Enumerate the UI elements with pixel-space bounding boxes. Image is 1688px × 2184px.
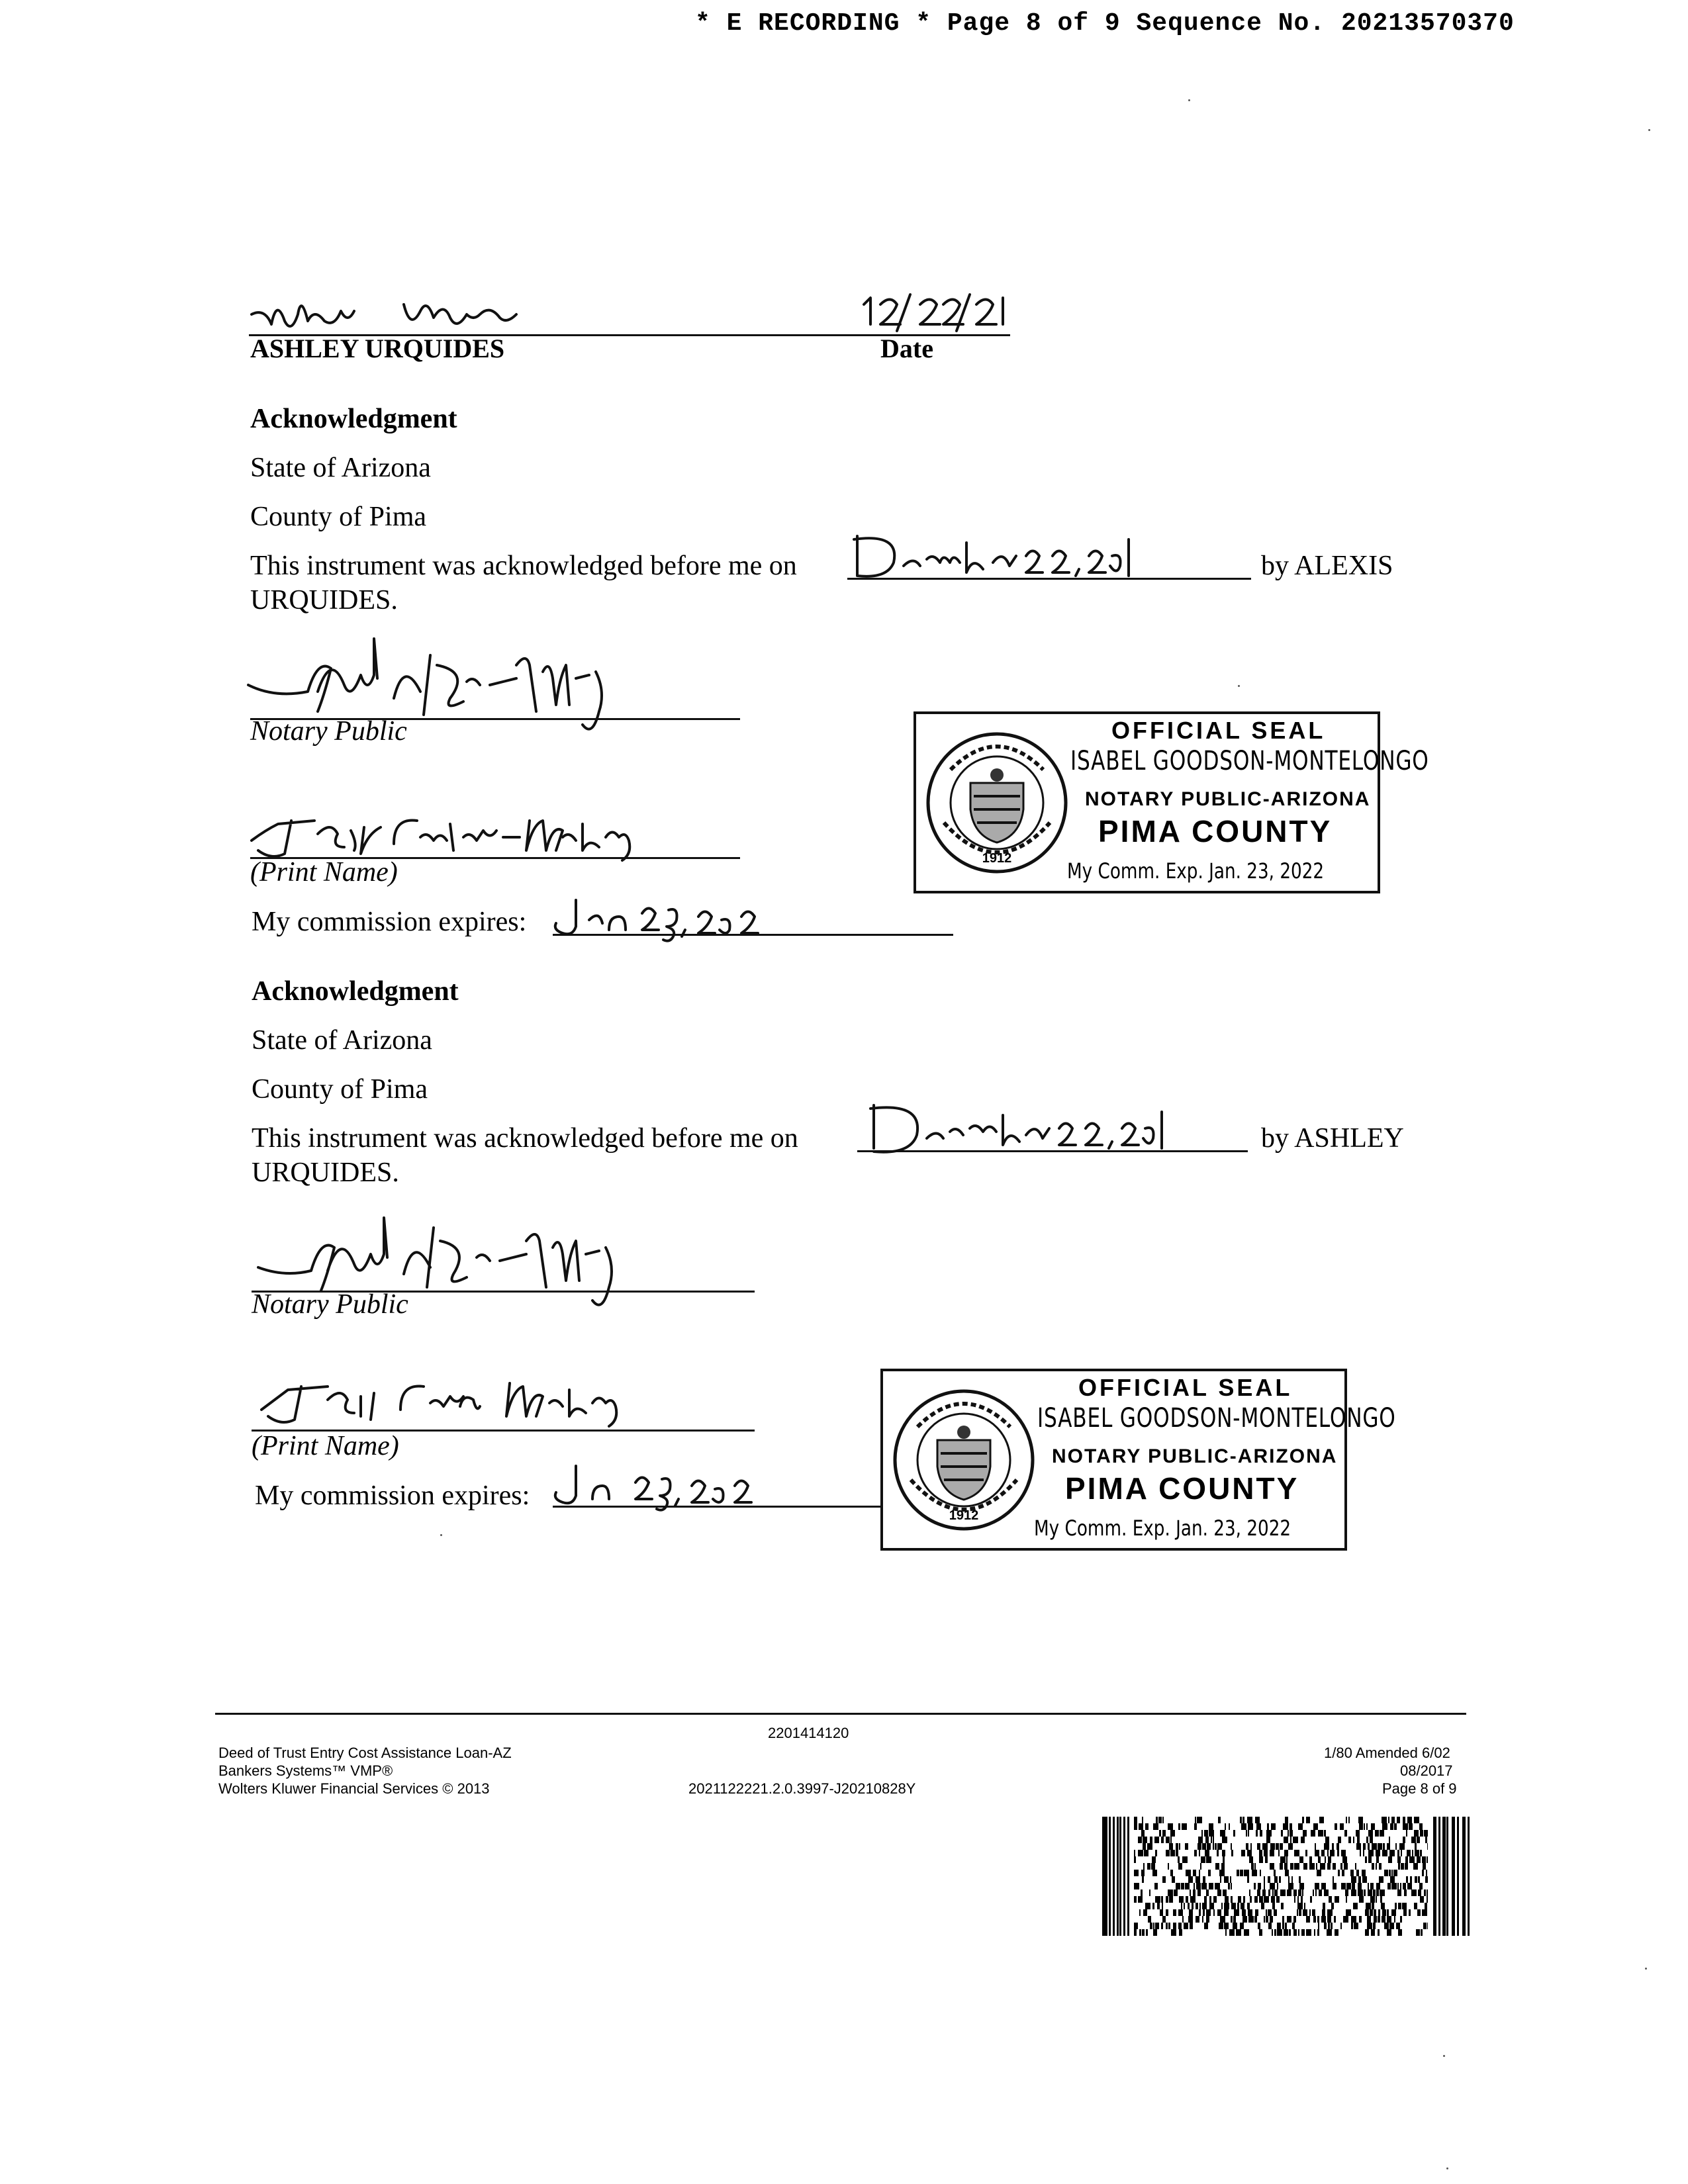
ack2-date-handwritten (861, 1099, 1172, 1158)
scan-speck (1188, 99, 1190, 101)
recording-header: * E RECORDING * Page 8 of 9 Sequence No. 20213570370 (695, 9, 1515, 38)
seal2-role: NOTARY PUBLIC-ARIZONA (1052, 1445, 1338, 1467)
ack1-statement-suffix: by ALEXIS (1261, 551, 1393, 581)
scan-speck (440, 1534, 442, 1536)
arizona-state-seal-emblem (924, 730, 1070, 876)
svg-text:1912: 1912 (949, 1508, 979, 1523)
footer-left-line1: Deed of Trust Entry Cost Assistance Loan-AZ (218, 1745, 512, 1761)
footer-rule (215, 1713, 1466, 1715)
ack1-statement-cont: URQUIDES. (250, 585, 398, 615)
footer-left-line3: Wolters Kluwer Financial Services © 2013 (218, 1780, 490, 1797)
seal1-title: OFFICIAL SEAL (1111, 717, 1326, 744)
ack2-state: State of Arizona (252, 1025, 432, 1056)
footer-right-line3: Page 8 of 9 (1382, 1780, 1457, 1797)
footer-right-line2: 08/2017 (1400, 1762, 1453, 1779)
ack2-date-line (857, 1150, 1248, 1152)
ack2-notary-label: Notary Public (252, 1289, 408, 1320)
ack1-county: County of Pima (250, 502, 427, 532)
ack1-print-name-label: (Print Name) (250, 857, 398, 887)
date-label: Date (880, 334, 933, 363)
ack1-date-line (847, 578, 1251, 580)
ack2-commission-line (553, 1506, 884, 1508)
ack1-heading: Acknowledgment (250, 404, 457, 434)
seal1-county: PIMA COUNTY (1098, 814, 1333, 848)
notary-seal-1 (914, 711, 1429, 893)
ack1-commission-label: My commission expires: (252, 907, 527, 937)
footer-center-top: 2201414120 (768, 1725, 849, 1741)
pdf417-barcode (1102, 1817, 1473, 1936)
ack2-statement-suffix: by ASHLEY (1261, 1123, 1404, 1154)
seal1-role: NOTARY PUBLIC-ARIZONA (1085, 788, 1371, 810)
ack2-heading: Acknowledgment (252, 976, 459, 1007)
seal1-name: ISABEL GOODSON-MONTELONGO (1070, 746, 1429, 776)
ack1-notary-label: Notary Public (250, 716, 407, 747)
seal2-expiry: My Comm. Exp. Jan. 23, 2022 (1034, 1516, 1291, 1541)
ack2-commission-label: My commission expires: (255, 1480, 530, 1511)
seal1-expiry: My Comm. Exp. Jan. 23, 2022 (1067, 858, 1325, 884)
scan-speck (1238, 685, 1240, 687)
ack1-statement-prefix: This instrument was acknowledged before me on (250, 551, 797, 581)
ack2-county: County of Pima (252, 1074, 428, 1105)
scan-speck (1446, 2167, 1448, 2169)
seal2-name: ISABEL GOODSON-MONTELONGO (1037, 1403, 1396, 1433)
scan-speck (1645, 1968, 1647, 1970)
ack1-state: State of Arizona (250, 453, 431, 483)
footer-right-line1: 1/80 Amended 6/02 (1324, 1745, 1450, 1761)
scan-speck (1443, 2055, 1445, 2057)
ack1-commission-line (553, 934, 953, 936)
seal2-title: OFFICIAL SEAL (1078, 1374, 1293, 1401)
ack2-statement-prefix: This instrument was acknowledged before me on (252, 1123, 798, 1154)
ack2-print-name-label: (Print Name) (252, 1431, 399, 1461)
seal2-county: PIMA COUNTY (1065, 1471, 1299, 1506)
footer-center-bottom: 2021122221.2.0.3997-J20210828Y (688, 1780, 916, 1797)
notary-seal-2 (880, 1369, 1396, 1551)
svg-text:1912: 1912 (982, 851, 1012, 866)
arizona-state-seal-emblem (891, 1387, 1037, 1533)
scan-speck (1648, 129, 1650, 131)
ack2-statement-cont: URQUIDES. (252, 1158, 399, 1188)
footer-left-line2: Bankers Systems™ VMP® (218, 1762, 393, 1779)
borrower-name: ASHLEY URQUIDES (250, 334, 505, 363)
